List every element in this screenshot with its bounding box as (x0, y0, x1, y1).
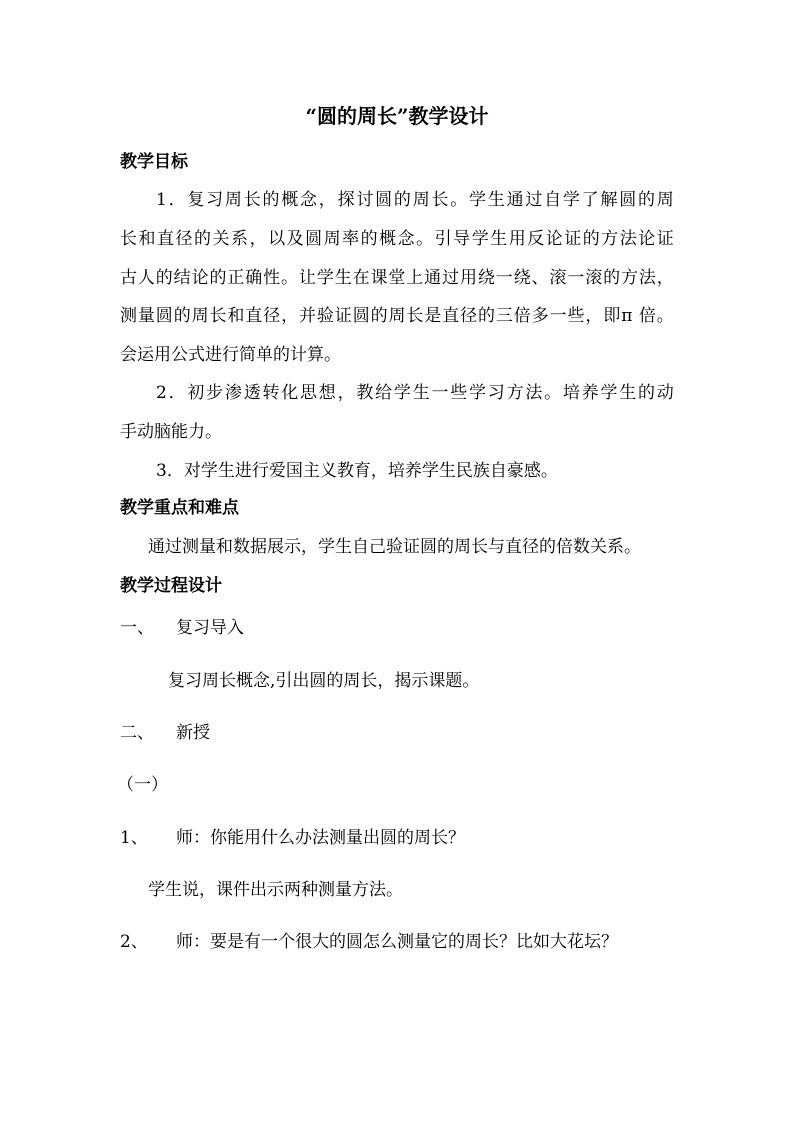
objectives-p2-line1: 2．初步渗透转化思想，教给学生一些学习方法。培养学生的动 (156, 383, 674, 403)
subsection-label: （一） (117, 775, 168, 795)
question1-answer: 学生说，课件出示两种测量方法。 (148, 880, 403, 900)
objectives-p1-line3: 古人的结论的正确性。让学生在课堂上通过用绕一绕、滚一滚的方法， (120, 268, 674, 288)
section1-number: 一、 (120, 618, 154, 638)
objectives-p1-line4: 测量圆的周长和直径，并验证圆的周长是直径的三倍多一些，即π 倍。 (120, 306, 674, 326)
process-heading: 教学过程设计 (120, 576, 222, 596)
objectives-heading: 教学目标 (120, 152, 188, 172)
document-title: “圆的周长”教学设计 (305, 104, 489, 128)
key-points-heading: 教学重点和难点 (120, 498, 239, 518)
section1-text: 复习周长概念,引出圆的周长，揭示课题。 (168, 671, 480, 691)
objectives-p2-line2: 手动脑能力。 (120, 422, 222, 442)
section1-title: 复习导入 (176, 618, 244, 638)
objectives-p1-line5: 会运用公式进行简单的计算。 (120, 345, 341, 365)
question1-number: 1、 (120, 828, 148, 848)
objectives-p1-line1: 1．复习周长的概念，探讨圆的周长。学生通过自学了解圆的周 (156, 190, 674, 210)
objectives-p3: 3．对学生进行爱国主义教育，培养学生民族自豪感。 (156, 461, 558, 481)
key-points-text: 通过测量和数据展示，学生自己验证圆的周长与直径的倍数关系。 (148, 537, 641, 557)
question2-text: 师：要是有一个很大的圆怎么测量它的周长？比如大花坛？ (176, 932, 618, 952)
question2-number: 2、 (120, 932, 148, 952)
question1-text: 师：你能用什么办法测量出圆的周长？ (176, 828, 465, 848)
section2-number: 二、 (120, 723, 154, 743)
objectives-p1-line2: 长和直径的关系，以及圆周率的概念。引导学生用反论证的方法论证 (120, 229, 674, 249)
section2-title: 新授 (176, 723, 210, 743)
